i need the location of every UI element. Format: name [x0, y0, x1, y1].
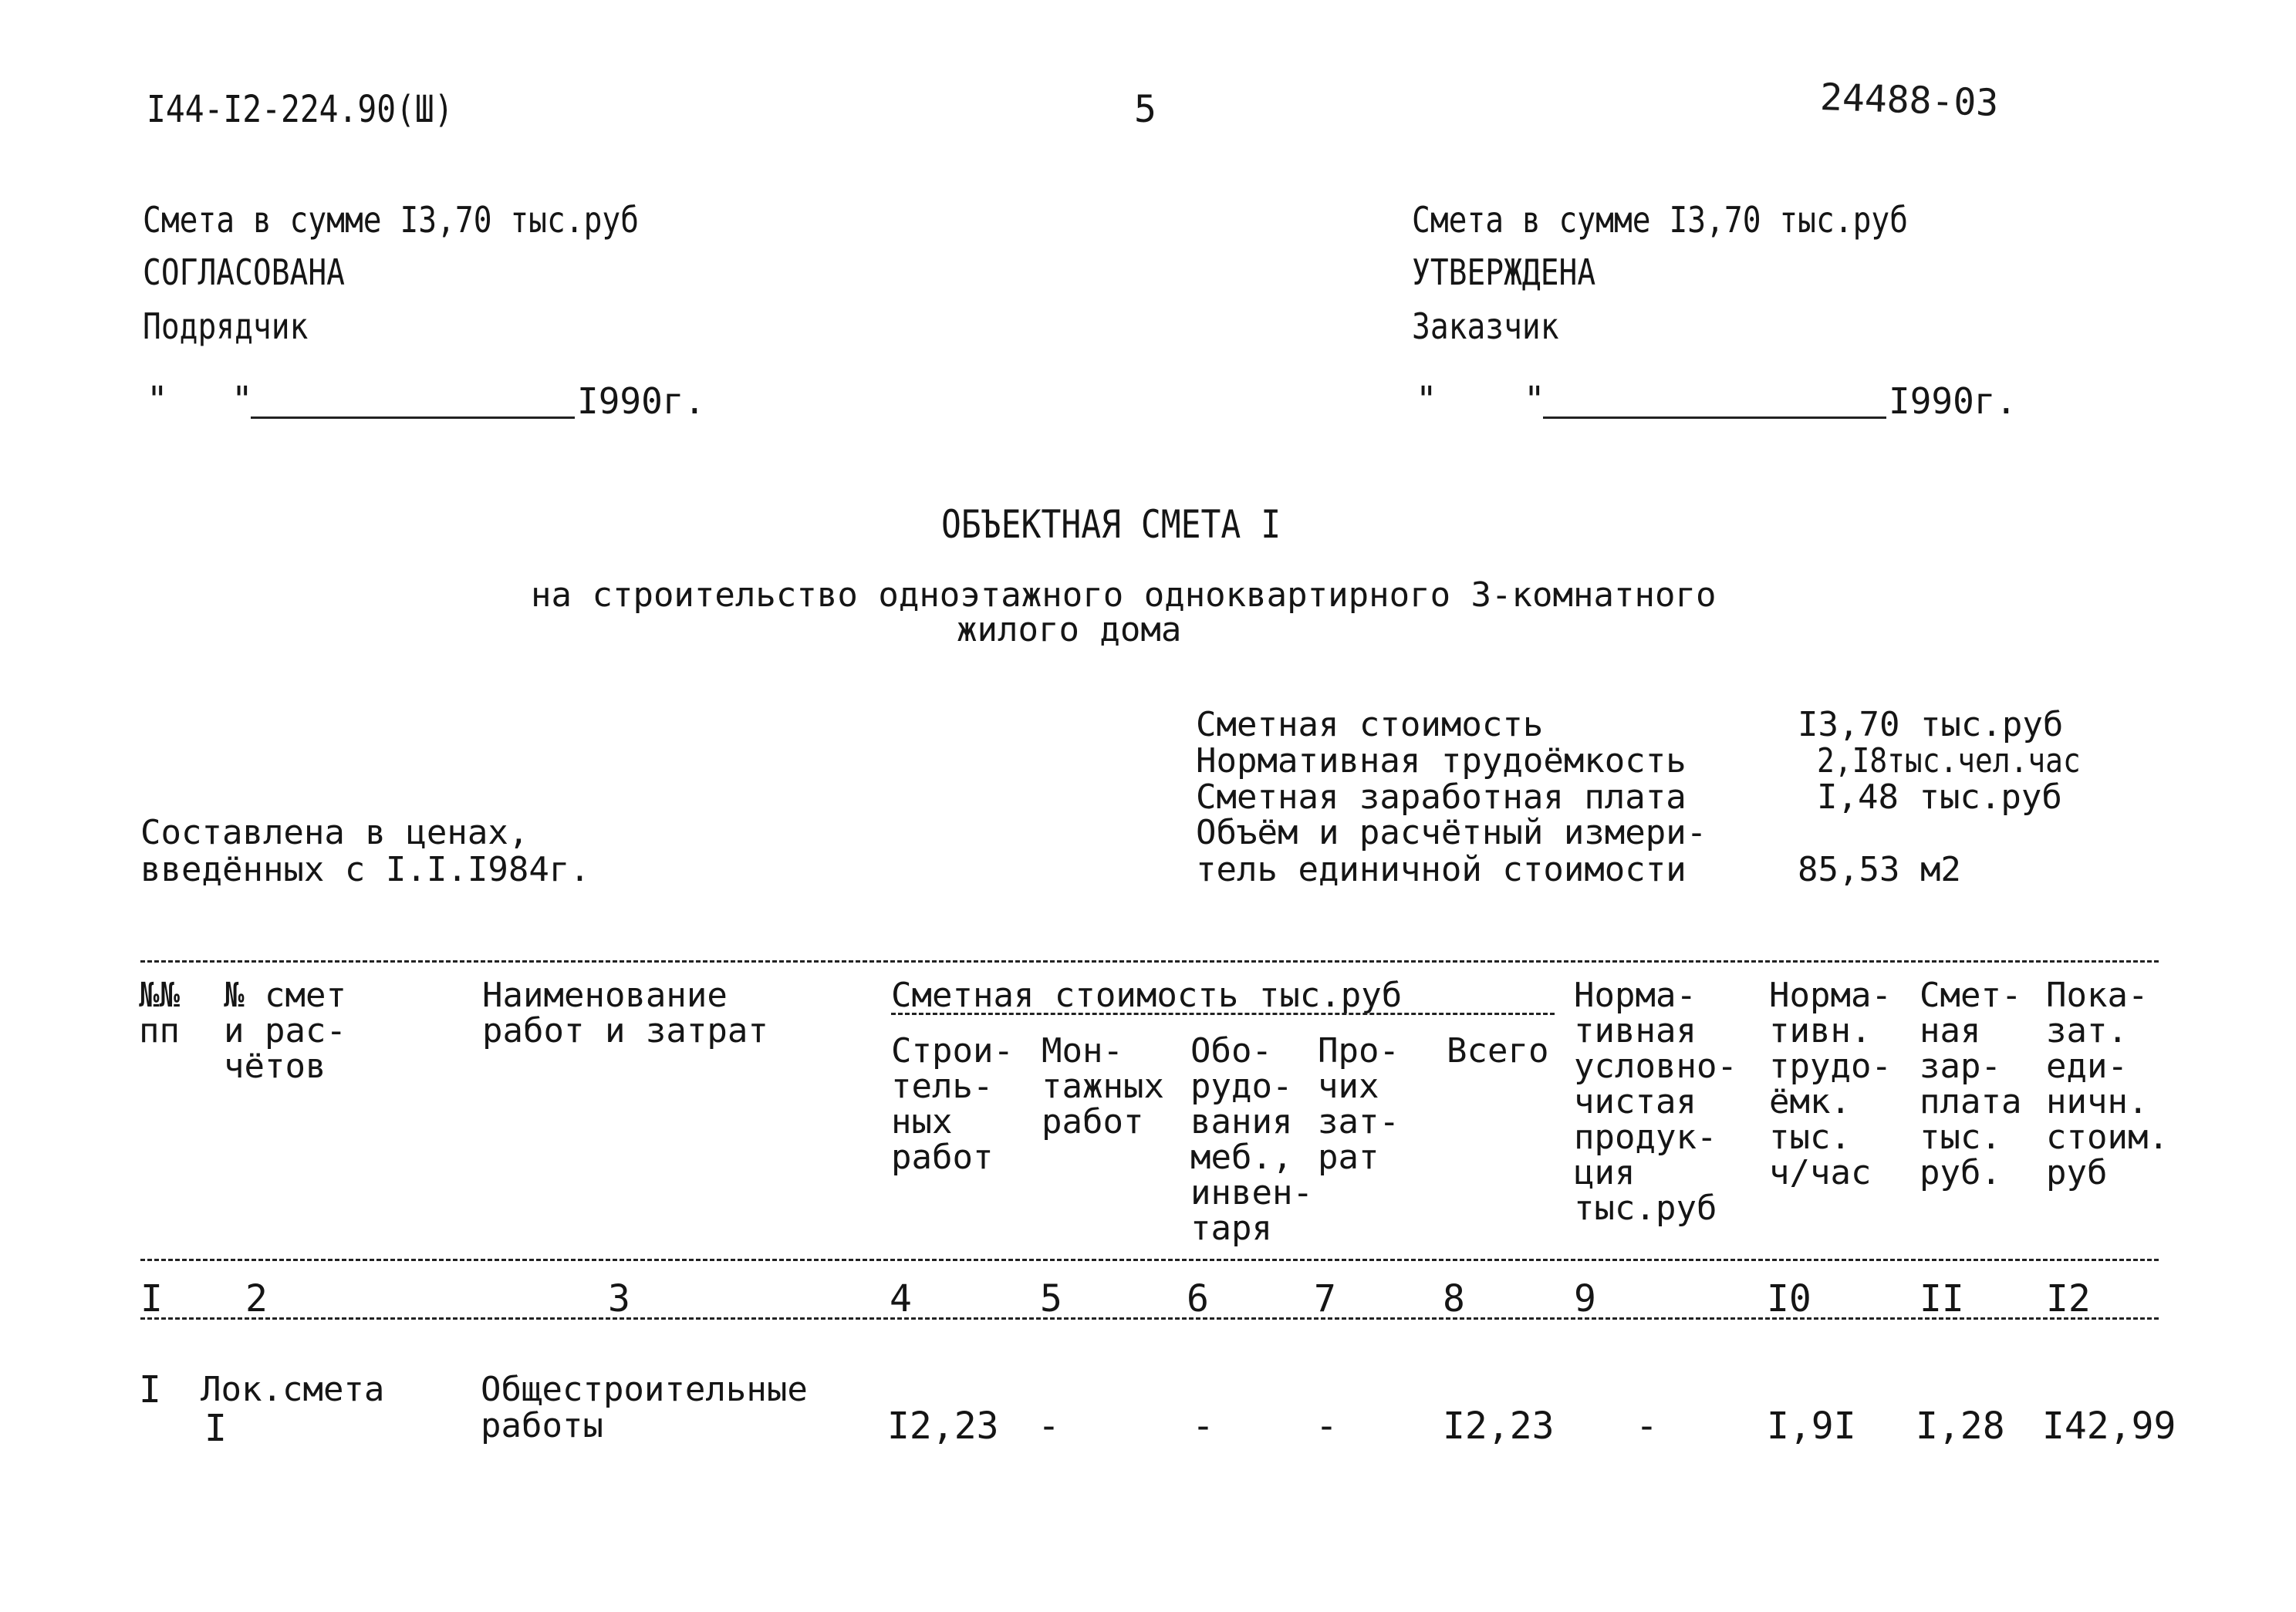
row-equipment-cost: - — [1192, 1405, 1214, 1448]
right-party: Заказчик — [1412, 305, 1559, 347]
summary-label-cost: Сметная стоимость — [1196, 705, 1544, 744]
column-number: 5 — [1040, 1277, 1062, 1320]
right-quote-close: " — [1524, 379, 1545, 420]
right-status: УТВЕРЖДЕНА — [1412, 251, 1596, 293]
document-code: I44-I2-224.90(Ш) — [147, 88, 454, 131]
header-estimate-number: № смет и рас- чётов — [224, 976, 346, 1086]
column-numbers-rule — [140, 1317, 2159, 1320]
document-subtitle-line1: на строительство одноэтажного одноквартирного 3-комнатного — [531, 575, 1717, 615]
left-quote-close: " — [231, 379, 253, 420]
right-quote-open: " — [1416, 379, 1437, 420]
column-number: I0 — [1767, 1277, 1811, 1320]
row-wages: I,28 — [1916, 1405, 2005, 1448]
header-cost-group: Сметная стоимость тыс.руб — [891, 976, 1403, 1015]
header-construction: Строи- тель- ных работ — [891, 1031, 1014, 1177]
summary-label-unit: тель единичной стоимости — [1196, 850, 1687, 889]
page-number: 5 — [1134, 88, 1156, 131]
row-labor: I,9I — [1767, 1405, 1856, 1448]
left-quote-open: " — [147, 379, 168, 420]
summary-label-volume: Объём и расчётный измери- — [1196, 813, 1707, 852]
column-number: II — [1920, 1277, 1964, 1320]
summary-value-wages: I,48 тыс.руб — [1817, 777, 2062, 817]
row-total-cost: I2,23 — [1443, 1405, 1555, 1448]
row-number: I — [139, 1368, 161, 1411]
right-estimate-sum: Смета в сумме I3,70 тыс.руб — [1412, 199, 1909, 241]
row-net-product: - — [1636, 1405, 1658, 1448]
left-status: СОГЛАСОВАНА — [143, 251, 345, 293]
row-unit-cost: I42,99 — [2042, 1405, 2176, 1448]
document-subtitle-line2: жилого дома — [957, 610, 1182, 649]
table-top-rule — [140, 960, 2159, 963]
row-other-cost: - — [1315, 1405, 1338, 1448]
header-bottom-rule — [140, 1259, 2159, 1261]
column-number: 8 — [1443, 1277, 1465, 1320]
row-construction-cost: I2,23 — [887, 1405, 999, 1448]
left-estimate-sum: Смета в сумме I3,70 тыс.руб — [143, 199, 640, 241]
left-party: Подрядчик — [143, 305, 309, 347]
header-installation: Мон- тажных работ — [1042, 1031, 1164, 1142]
header-equipment: Обо- рудо- вания меб., инвен- таря — [1190, 1031, 1313, 1248]
header-other: Про- чих зат- рат — [1318, 1031, 1400, 1177]
summary-label-wages: Сметная заработная плата — [1196, 777, 1687, 817]
header-cost-group-underline — [891, 1013, 1555, 1015]
summary-value-volume: 85,53 м2 — [1798, 850, 1961, 889]
header-unit-cost: Пока- зат. еди- ничн. стоим. руб — [2046, 976, 2169, 1192]
prices-note-line2: введённых с I.I.I984г. — [140, 850, 590, 889]
column-number: I — [140, 1277, 163, 1320]
row-installation-cost: - — [1038, 1405, 1060, 1448]
summary-value-cost: I3,70 тыс.руб — [1798, 705, 2064, 744]
summary-label-labor: Нормативная трудоёмкость — [1196, 741, 1687, 781]
column-number: 4 — [890, 1277, 912, 1320]
right-date-line — [1543, 416, 1886, 419]
header-labor: Норма- тивн. трудо- ёмк. тыс. ч/час — [1769, 976, 1892, 1192]
column-number: 9 — [1574, 1277, 1596, 1320]
stamp-code: 24488-03 — [1819, 76, 2000, 126]
row-estimate-line1: Лок.смета — [201, 1370, 385, 1409]
summary-value-labor: 2,I8тыс.чел.час — [1817, 741, 2081, 781]
left-date-line — [251, 416, 575, 419]
row-name-line1: Общестроительные — [481, 1370, 808, 1409]
header-work-name: Наименование работ и затрат — [482, 976, 768, 1050]
right-year: I990г. — [1889, 380, 2017, 422]
row-estimate-line2: I — [204, 1407, 227, 1450]
column-number: 6 — [1187, 1277, 1209, 1320]
column-number: 7 — [1314, 1277, 1336, 1320]
header-wages: Смет- ная зар- плата тыс. руб. — [1920, 976, 2022, 1192]
row-name-line2: работы — [481, 1406, 603, 1445]
document-title: ОБЪЕКТНАЯ СМЕТА I — [941, 502, 1281, 547]
column-number: 3 — [608, 1277, 630, 1320]
header-net-product: Норма- тивная условно- чистая продук- ция тыс.руб — [1574, 976, 1737, 1228]
prices-note-line1: Составлена в ценах, — [140, 813, 529, 852]
header-total: Всего — [1447, 1031, 1549, 1071]
column-number: I2 — [2046, 1277, 2091, 1320]
column-number: 2 — [245, 1277, 268, 1320]
header-row-number: №№ пп — [139, 976, 180, 1050]
left-year: I990г. — [577, 380, 706, 422]
